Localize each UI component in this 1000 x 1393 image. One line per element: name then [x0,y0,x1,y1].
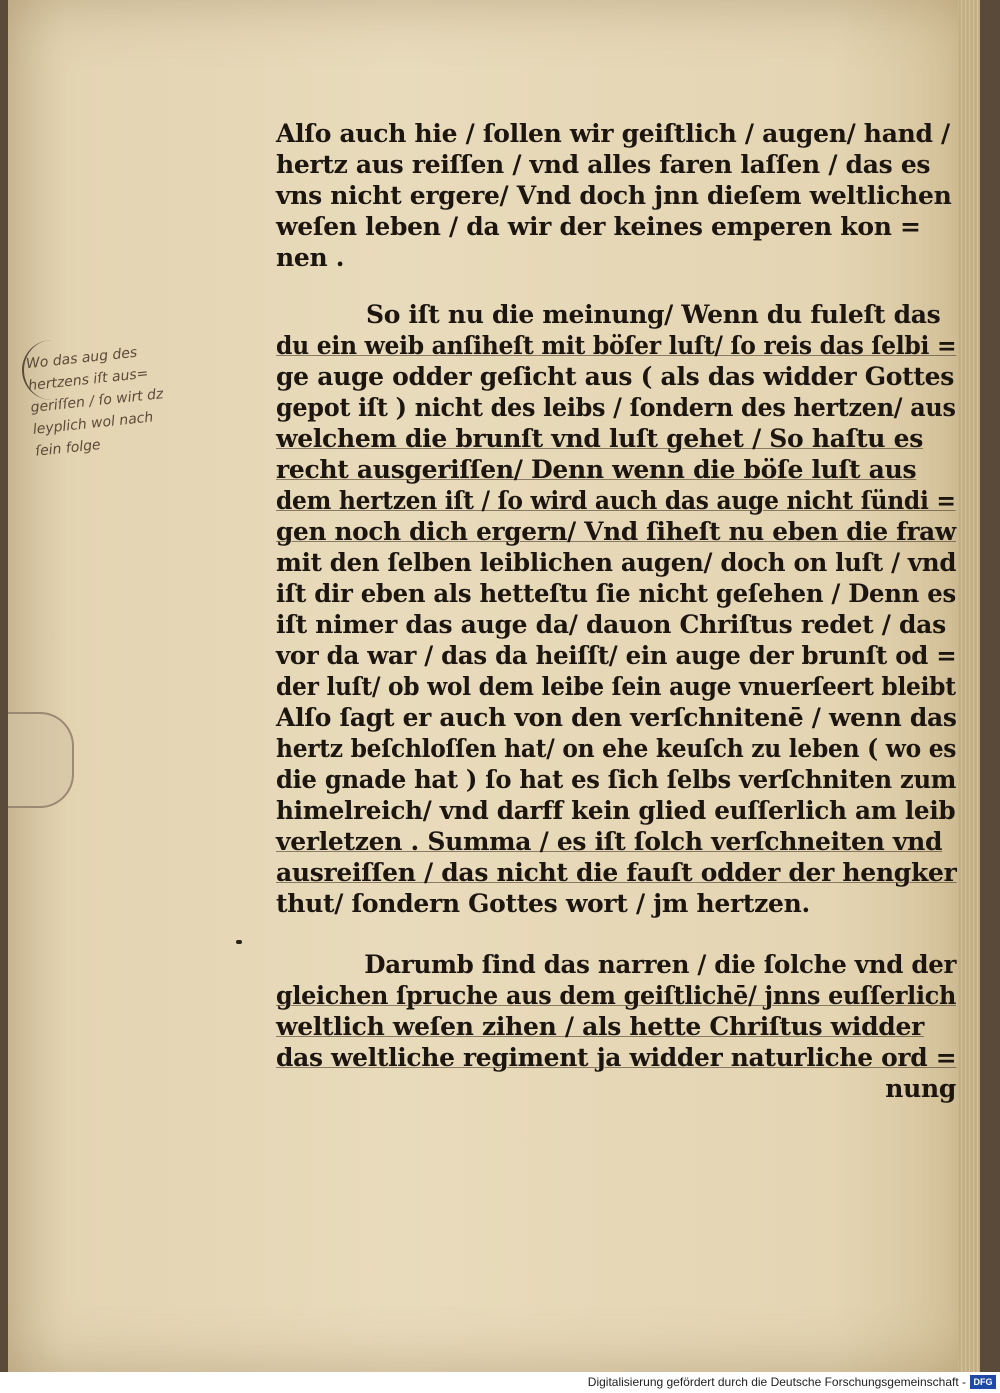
text-line: weſen leben / da wir der keines emperen kon = [276,212,921,241]
paragraph-3 [276,949,956,1104]
margin-note-line: geriſſen / ſo wirt dz [29,386,165,417]
text-line: thut/ ſondern Gottes wort / jm hertzen. [276,889,810,918]
text-line: die gnade hat ) ſo hat es ſich ſelbs verſchniten zum [276,765,957,794]
text-line: weltlich weſen zihen / als hette Chriſtus widder [276,1012,924,1041]
text-line: Darumb ſind das narren / die ſolche vnd der [364,950,957,979]
text-line: vor da war / das da heiſſt/ ein auge der brunſt od = [276,641,957,670]
margin-note-line: ſein folge [34,437,102,460]
text-line: nen . [276,243,345,272]
paragraph-2 [276,299,956,919]
text-line: dem hertzen iſt / ſo wird auch das auge nicht ſündi = [276,486,956,515]
text-line: gen noch dich ergern/ Vnd ſiheſt nu eben die fraw [276,517,956,546]
text-line: So iſt nu die meinung/ Wenn du fuleſt das [366,300,941,329]
dfg-logo: DFG [970,1375,996,1389]
paragraph-1 [276,118,956,273]
footer-bar [0,1372,1000,1393]
text-line: himelreich/ vnd darff kein glied euſſerlich am leib [276,796,956,825]
text-line: hertz beſchloſſen hat/ on ehe keuſch zu leben ( wo es [276,734,957,763]
book-page [8,0,980,1372]
text-line: mit den ſelben leiblichen augen/ doch on luſt / vnd [276,548,957,577]
main-text-block [276,118,956,1104]
text-line: der luſt/ ob wol dem leibe ſein auge vnuerſeert bleibt [276,672,956,701]
footer-credit: Digitalisierung gefördert durch die Deutsche Forschungsgemeinschaft - [587,1375,966,1389]
text-line: das weltliche regiment ja widder naturliche ord = [276,1043,957,1072]
text-line: hertz aus reiſſen / vnd alles faren laſſen / das es [276,150,931,179]
text-line: du ein weib anſiheſt mit böſer luſt/ ſo reis das ſelbi = [276,331,957,360]
text-line: gleichen ſpruche aus dem geiſtlichē/ jnns euſſerlich [276,981,957,1010]
margin-note-line: leyplich wol nach [32,409,155,438]
ink-mark [236,940,242,944]
text-line: Alſo ſagt er auch von den verſchnitenē / wenn das [276,703,957,732]
text-line: iſt nimer das auge da/ dauon Chriſtus redet / das [276,610,946,639]
text-line: recht ausgeriſſen/ Denn wenn die böſe luſt aus [276,455,917,484]
clip-tab [8,712,74,808]
text-line: ge auge odder geſicht aus ( als das widder Gottes [276,362,955,391]
text-line: vns nicht ergere/ Vnd doch jnn dieſem weltlichen [276,181,952,210]
text-line: Alſo auch hie / ſollen wir geiſtlich / augen/ hand / [276,119,950,148]
text-line: verletzen . Summa / es iſt ſolch verſchneiten vnd [276,827,943,856]
text-line: gepot iſt ) nicht des leibs / ſondern des hertzen/ aus [276,393,956,422]
text-line: ausreiſſen / das nicht die fauſt odder der hengker [276,858,957,887]
page-edges [958,0,980,1372]
text-line: welchem die brunſt vnd luſt gehet / So haſtu es [276,424,923,453]
margin-note-line: hertzens iſt aus= [27,365,150,395]
text-line: iſt dir eben als hetteſtu ſie nicht geſehen / Denn es [276,579,956,608]
margin-note-line: Wo das aug des [25,344,138,373]
catchword: nung [885,1074,956,1103]
